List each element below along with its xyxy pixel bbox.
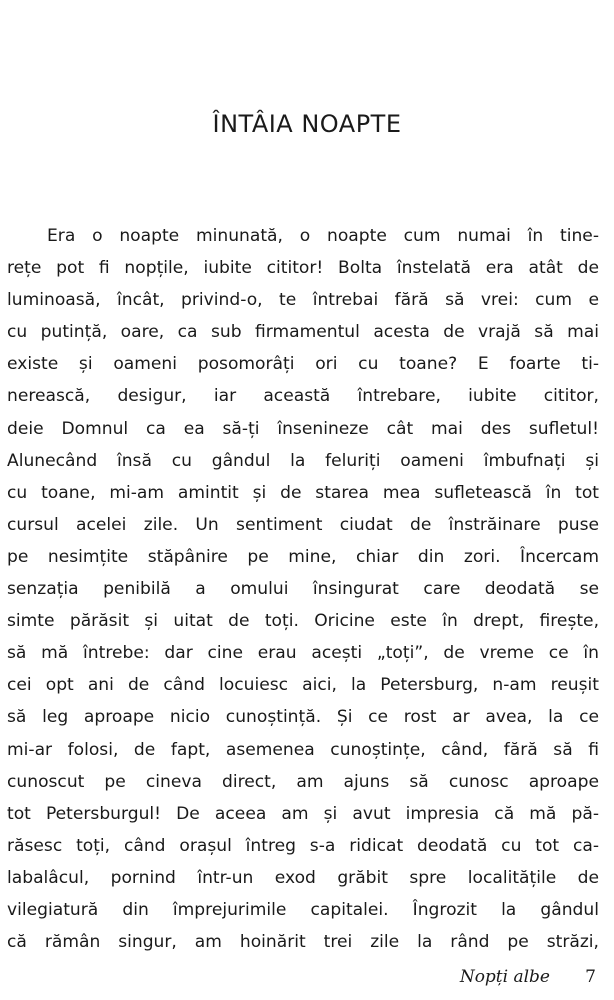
- text-line: să leg aproape nicio cunoștință. Și ce rost ar avea, la ce: [7, 707, 599, 728]
- text-line: labalâcul, pornind într-un exod grăbit spre localitățile de: [7, 867, 599, 888]
- text-line: senzația penibilă a omului însingurat care deodată se: [7, 579, 599, 600]
- text-line: Era o noapte minunată, o noapte cum numai în tine-: [47, 226, 599, 246]
- text-line: rețe pot fi nopțile, iubite cititor! Bolta înstelată era atât de: [7, 258, 599, 279]
- text-line: nerească, desigur, iar această întrebare, iubite cititor,: [7, 386, 599, 407]
- text-line: cursul acelei zile. Un sentiment ciudat de înstrăinare puse: [7, 514, 599, 535]
- text-line: luminoasă, încât, privind-o, te întrebai fără să vrei: cum e: [7, 290, 599, 311]
- text-line: să mă întrebe: dar cine erau acești „toți”, de vreme ce în: [7, 643, 599, 664]
- text-line: vilegiatură din împrejurimile capitalei. Îngrozit la gândul: [7, 899, 599, 920]
- text-line: tot Petersburgul! De aceea am și avut impresia că mă pă-: [7, 803, 599, 824]
- body-paragraph: [7, 220, 599, 958]
- text-line: răsesc toți, când orașul întreg s-a ridicat deodată cu tot ca-: [7, 835, 599, 856]
- text-line: cu toane, mi-am amintit și de starea mea sufletească în tot: [7, 482, 599, 503]
- text-line: cunoscut pe cineva direct, am ajuns să cunosc aproape: [7, 771, 599, 792]
- page-number: 7: [585, 967, 596, 987]
- text-line: deie Domnul ca ea să-ți însenineze cât mai des sufletul!: [7, 418, 599, 439]
- text-line: simte părăsit și uitat de toți. Oricine este în drept, firește,: [7, 611, 599, 632]
- text-line: mi-ar folosi, de fapt, asemenea cunoștințe, când, fără să fi: [7, 739, 599, 760]
- text-line: existe și oameni posomorâți ori cu toane? E foarte ti-: [7, 354, 599, 375]
- text-line: Alunecând însă cu gândul la feluriți oameni îmbufnați și: [7, 450, 599, 471]
- chapter-title: ÎNTÂIA NOAPTE: [212, 110, 402, 138]
- running-title: Nopți albe: [459, 967, 550, 987]
- text-line: cu putință, oare, ca sub firmamentul acesta de vrajă să mai: [7, 322, 599, 343]
- text-line: că rămân singur, am hoinărit trei zile la rând pe străzi,: [7, 932, 599, 953]
- page-footer: [0, 967, 614, 997]
- text-line: pe nesimțite stăpânire pe mine, chiar din zori. Încercam: [7, 546, 599, 567]
- text-line: cei opt ani de când locuiesc aici, la Petersburg, n-am reușit: [7, 675, 599, 696]
